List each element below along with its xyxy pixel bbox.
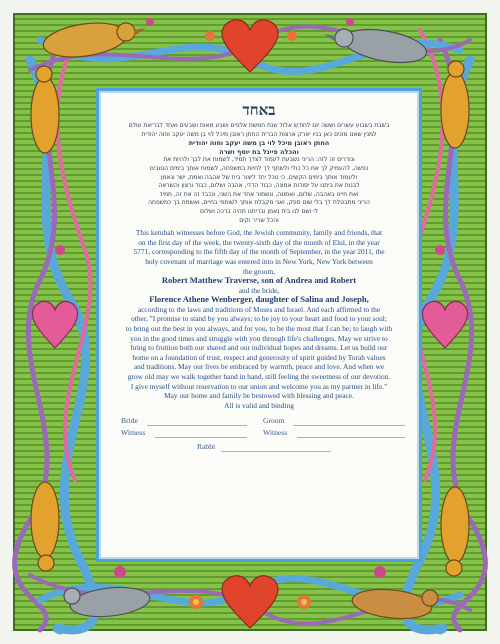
hebrew-header-title: באחד <box>242 101 276 119</box>
english-line: grow old may we walk together hand in hand, still feeling the sweetness of our devotion. <box>127 372 391 382</box>
witness-1-signature-line[interactable] <box>155 437 247 438</box>
text-panel <box>96 88 422 562</box>
english-line: holy covenant of marriage was entered into in New York, New York between <box>145 256 373 266</box>
english-the-bride: and the bride, <box>238 285 280 295</box>
english-line: and traditions. May our lives be embraced by warmth, peace and love. And when we <box>133 362 385 372</box>
english-line: 5771, corresponding to the fifth day of the month of September, in the year 2011, the <box>133 247 385 257</box>
witness-2-signature-line[interactable] <box>297 437 405 438</box>
english-text-block <box>107 228 411 410</box>
witness-2-label: Witness <box>263 428 288 438</box>
hebrew-line: לבנות את ביתנו על יסודות אמונה, כבוד הדדי, אהבה ושלום, כבוד ורצון והשראה <box>158 182 360 190</box>
bride-signature-label: Bride <box>121 416 138 426</box>
english-line: This ketubah witnesses before God, the Jewish community, family and friends, that <box>135 228 383 238</box>
hebrew-groom-name: החתן ראובן מיכל לוי בן משה יעקב וחוה יהודית <box>188 139 330 148</box>
hebrew-line: נפשה, להעמיק לך את כל כולי ולשתף לך לחיות במשפחה, לשמוח אותך בימים הטובים <box>149 164 369 172</box>
english-the-groom: the groom, <box>242 266 276 276</box>
hebrew-line: הריני מתבטלת לך בלי שום ספק, ואני מקבלת אותך לשותפי בחיים, ואשמח בך כמשפחה <box>148 199 370 207</box>
hebrew-text-block <box>107 122 411 225</box>
english-line: on the first day of the week, the twenty-sixth day of the month of Elul, in the year <box>138 237 380 247</box>
english-closing: All is valid and binding <box>224 400 294 410</box>
english-line: other, "I promise to stand by you always; to be joy to your heart and food to your soul; <box>131 314 387 324</box>
rabbi-signature-line[interactable] <box>221 451 331 452</box>
english-line: May our home and family be bestowed with blessing and peace. <box>164 391 354 401</box>
groom-name: Robert Matthew Traverse, son of Andrea and Robert <box>161 275 357 286</box>
english-line: to bring out the best in you always, and for you, to be the most that I can be; to laugh with <box>125 324 393 334</box>
hebrew-line: בשבת בשבוע עשרים וששה יום לחודש אלול שנת חמשת אלפים ושבע מאות ושבעים ואחד לבריאת עולם <box>128 122 390 129</box>
hebrew-line: ולעמוד אותך בימים הקשים, כי נוכל יחד ליצור בית של אהבה ואמת, ישר ונאמן <box>160 173 358 181</box>
english-line: home on a foundation of trust, respect and generosity of spirit guided by Torah values <box>132 352 386 362</box>
hebrew-line: ואת חיינו באהבה, שלום, ואמונה, ונשמור אחד את השני, ונכבד זה את זה, תמיד <box>159 190 359 198</box>
hebrew-line: לי ושם לנו בית נאמן ובריתנו תהיה ברכה ושלום <box>200 207 318 215</box>
english-line: you in the good times and struggle with you through life's challenges. May we strive to <box>130 333 388 343</box>
english-line: according to the laws and traditions of Moses and Israel. And each affirmed to the <box>137 304 381 314</box>
bride-signature-line[interactable] <box>147 425 247 426</box>
rabbi-label: Rabbi <box>197 442 216 452</box>
english-line: bring to fruition both our shared and our individual hopes and dreams. Let us build our <box>130 343 388 353</box>
groom-signature-line[interactable] <box>293 425 405 426</box>
english-line: I give myself without reservation to our union and welcome you as my partner in life." <box>130 381 388 391</box>
hebrew-line: למנין שאנו מונים כאן בניו יארק ארצות הברית החתן ראובן מיכל לוי בן משה יעקב וחוה יהודית <box>141 130 377 138</box>
witness-1-label: Witness <box>121 428 146 438</box>
hebrew-line: ונודרים זה לזה: הריני נשבעת לעמוד לצדך תמיד, לשמוח את לבך ולהיות את <box>163 156 355 164</box>
groom-signature-label: Groom <box>263 416 285 426</box>
hebrew-closing: והכל שריר וקים <box>239 216 279 224</box>
signature-block <box>107 414 411 458</box>
bride-name: Florence Athene Wenberger, daughter of Salina and Joseph, <box>149 294 369 305</box>
hebrew-bride-name: והכלה פייגל בת יוסף ושרה <box>219 147 299 156</box>
